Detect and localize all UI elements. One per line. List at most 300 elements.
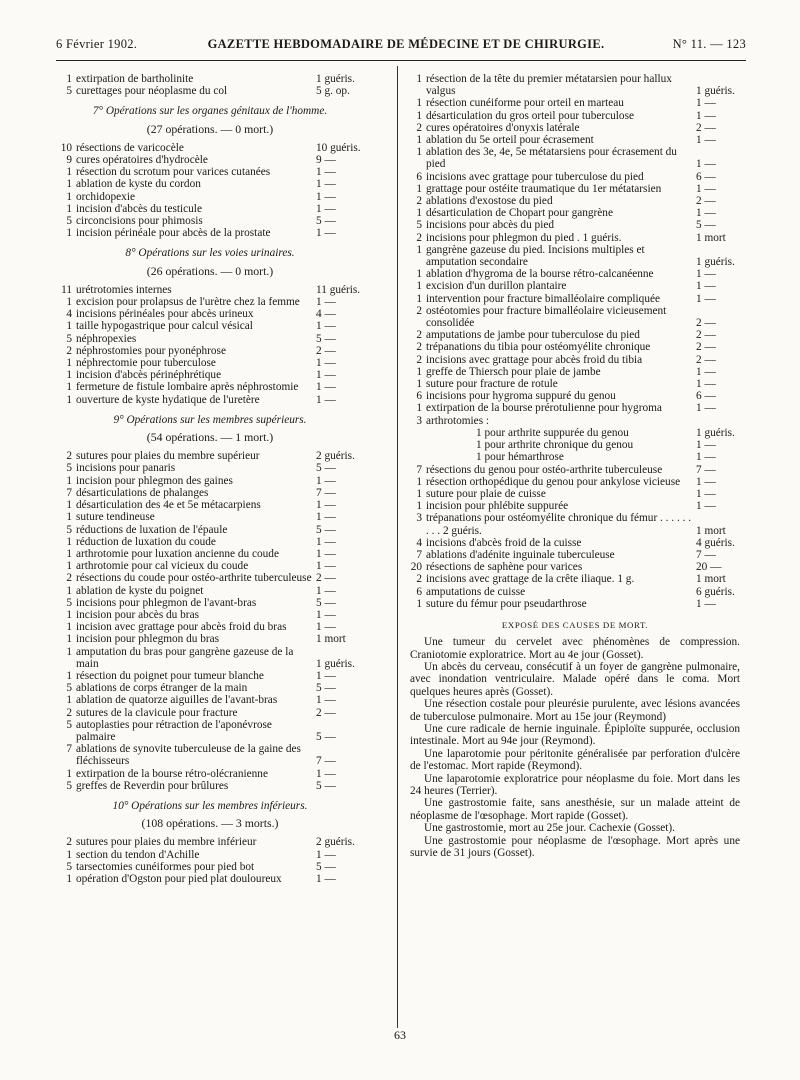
operation-entry bbox=[60, 381, 360, 393]
operation-result: 2 guéris. bbox=[316, 836, 355, 849]
operation-description: arthrotomie pour cal vicieux du coude bbox=[76, 560, 249, 573]
operation-entry bbox=[410, 573, 740, 585]
operation-count: 7 bbox=[66, 486, 72, 499]
operation-description: ablation de kyste du poignet bbox=[76, 584, 204, 597]
operation-entry bbox=[60, 284, 360, 296]
operation-count: 5 bbox=[66, 779, 72, 792]
operation-description: néphrostomies pour pyonéphrose bbox=[76, 344, 226, 357]
operation-result: 1 mort bbox=[696, 573, 726, 586]
operation-count: 1 bbox=[416, 73, 422, 85]
operation-result: 1 — bbox=[316, 535, 336, 548]
operation-result: 1 — bbox=[696, 365, 716, 378]
header-issue-number: N° 11. — 123 bbox=[672, 37, 746, 51]
operation-description: sutures pour plaies du membre supérieur bbox=[76, 450, 260, 463]
operation-entry bbox=[60, 548, 360, 560]
running-header bbox=[56, 37, 746, 55]
operation-result: 5 — bbox=[316, 596, 336, 609]
operation-count: 2 bbox=[66, 344, 72, 357]
operation-description: orchidopexie bbox=[76, 190, 135, 203]
operation-entry bbox=[60, 475, 360, 487]
operation-entry bbox=[60, 487, 360, 499]
operation-result: 1 — bbox=[316, 381, 336, 394]
operation-count: 5 bbox=[66, 682, 72, 695]
operation-description: incisions avec grattage pour abcès froid du tibia bbox=[426, 353, 643, 366]
operation-entry bbox=[410, 219, 740, 231]
operation-result: 1 — bbox=[316, 621, 336, 634]
operation-result: 20 — bbox=[696, 561, 722, 574]
death-cause-paragraph: Une tumeur du cervelet avec phénomènes de compression. Craniotomie exploratrice. Mort au 4e jour (Gosset). bbox=[410, 636, 740, 661]
operation-result: 2 — bbox=[696, 317, 716, 330]
operation-description: extirpation de la bourse rétro-olécranienne bbox=[76, 767, 268, 780]
operation-description: néphropexies bbox=[76, 332, 137, 345]
operation-description: incision périnéale pour abcès de la prostate bbox=[76, 227, 271, 240]
operation-count: 1 bbox=[66, 645, 72, 658]
operation-count: 7 bbox=[416, 463, 422, 476]
operation-entry bbox=[60, 780, 360, 792]
operation-description: incision avec grattage pour abcès froid du bras bbox=[76, 621, 287, 634]
operation-count: 2 bbox=[416, 121, 422, 134]
operation-result: 1 — bbox=[696, 280, 716, 293]
operation-count: 1 bbox=[66, 547, 72, 560]
operation-entry bbox=[410, 329, 740, 341]
operation-entry bbox=[60, 450, 360, 462]
operation-description: résection du scrotum pour varices cutanées bbox=[76, 166, 271, 179]
operation-result: 1 — bbox=[696, 487, 716, 500]
operation-count: 1 bbox=[66, 633, 72, 646]
operation-entry bbox=[60, 646, 360, 670]
operation-entry bbox=[60, 142, 360, 154]
operation-count: 1 bbox=[66, 535, 72, 548]
death-cause-paragraph: Une résection costale pour pleurésie purulente, avec lésions avancées de tuberculose pulmonaire. Mort au 15e jour (Reymond) bbox=[410, 698, 740, 723]
operation-entry bbox=[60, 320, 360, 332]
section-9-summary: (54 opérations. — 1 mort.) bbox=[146, 430, 274, 445]
operation-description: intervention pour fracture bimalléolaire compliquée bbox=[426, 292, 661, 305]
operation-result: 1 — bbox=[316, 227, 336, 240]
left-column bbox=[60, 73, 360, 885]
operation-result: 1 — bbox=[316, 560, 336, 573]
operation-count: 3 bbox=[416, 512, 422, 525]
operation-count: 5 bbox=[416, 219, 422, 232]
operation-description: incision d'abcès du testicule bbox=[76, 202, 202, 215]
operation-description: incision d'abcès périnéphrétique bbox=[76, 369, 222, 382]
operation-result: 1 — bbox=[316, 584, 336, 597]
column-divider bbox=[397, 66, 398, 1028]
operation-entry bbox=[410, 171, 740, 183]
operation-result: 4 guéris. bbox=[696, 536, 735, 549]
operation-count: 20 bbox=[410, 561, 422, 574]
operation-description: cures opératoires d'onyxis latérale bbox=[426, 121, 580, 134]
operation-result: 5 — bbox=[316, 860, 336, 873]
operation-result: 7 — bbox=[696, 463, 716, 476]
operation-count: 5 bbox=[66, 860, 72, 873]
operation-result: 1 — bbox=[316, 202, 336, 215]
section-10-summary: (108 opérations. — 3 morts.) bbox=[141, 816, 279, 831]
operation-result: 1 mort bbox=[696, 524, 726, 537]
operation-result: 1 — bbox=[316, 872, 336, 885]
operation-entry bbox=[60, 191, 360, 203]
operation-count: 2 bbox=[66, 572, 72, 585]
operation-entry bbox=[60, 694, 360, 706]
operation-result: 1 — bbox=[316, 608, 336, 621]
operation-result: 9 — bbox=[316, 154, 336, 167]
operation-count: 1 bbox=[416, 475, 422, 488]
header-rule bbox=[56, 60, 746, 61]
operation-result: 5 g. op. bbox=[316, 85, 350, 98]
operation-count: 1 bbox=[66, 393, 72, 406]
operation-entry bbox=[410, 537, 740, 549]
operation-entry bbox=[60, 462, 360, 474]
operation-description: ostéotomies pour fracture bimalléolaire vicieusement consolidée bbox=[426, 304, 667, 330]
section-10-list-left bbox=[60, 836, 360, 885]
operation-result: 2 — bbox=[316, 344, 336, 357]
operation-entry bbox=[410, 268, 740, 280]
operation-result: 1 — bbox=[316, 547, 336, 560]
operation-entry bbox=[60, 357, 360, 369]
operation-count: 1 bbox=[416, 268, 422, 281]
operation-result: 6 guéris. bbox=[696, 585, 735, 598]
operation-result: 1 — bbox=[316, 669, 336, 682]
operation-description: incision pour abcès du bras bbox=[76, 608, 199, 621]
operation-entry bbox=[60, 633, 360, 645]
operation-entry bbox=[60, 609, 360, 621]
operation-entry bbox=[60, 707, 360, 719]
operation-count: 2 bbox=[416, 573, 422, 586]
operation-result: 2 — bbox=[316, 706, 336, 719]
operation-count: 1 bbox=[66, 320, 72, 333]
operation-entry bbox=[410, 451, 740, 463]
operation-entry bbox=[60, 215, 360, 227]
operation-entry bbox=[410, 427, 740, 439]
operation-entry bbox=[410, 232, 740, 244]
operation-entry bbox=[410, 354, 740, 366]
operation-count: 1 bbox=[66, 767, 72, 780]
operation-result: 1 — bbox=[316, 499, 336, 512]
operation-result: 7 — bbox=[316, 755, 336, 768]
operation-result: 2 — bbox=[696, 353, 716, 366]
operation-count: 1 bbox=[66, 608, 72, 621]
operation-count: 7 bbox=[66, 743, 72, 756]
operation-result: 1 guéris. bbox=[696, 85, 735, 98]
operation-count: 1 bbox=[66, 511, 72, 524]
operation-entry bbox=[60, 560, 360, 572]
operation-description: taille hypogastrique pour calcul vésical bbox=[76, 320, 253, 333]
section-10-list-right bbox=[410, 73, 740, 610]
operation-result: 1 — bbox=[696, 268, 716, 281]
operation-result: 1 — bbox=[696, 134, 716, 147]
operation-result: 1 — bbox=[316, 190, 336, 203]
operation-count: 2 bbox=[416, 195, 422, 208]
operation-result: 2 — bbox=[696, 341, 716, 354]
operation-description: incision pour phlegmon des gaines bbox=[76, 474, 233, 487]
operation-description: réductions de luxation de l'épaule bbox=[76, 523, 228, 536]
operation-count: 1 bbox=[66, 178, 72, 191]
right-column bbox=[410, 73, 740, 859]
operation-count: 1 bbox=[416, 365, 422, 378]
operation-entry bbox=[60, 585, 360, 597]
operation-entry bbox=[60, 308, 360, 320]
operation-description: suture du fémur pour pseudarthrose bbox=[426, 597, 587, 610]
operation-result: 6 — bbox=[696, 390, 716, 403]
operation-description: circoncisions pour phimosis bbox=[76, 215, 203, 228]
operation-result: 1 — bbox=[316, 166, 336, 179]
operation-result: 2 guéris. bbox=[316, 450, 355, 463]
operation-result: 1 — bbox=[316, 178, 336, 191]
operation-count: 1 bbox=[416, 378, 422, 391]
operation-description: résections de saphène pour varices bbox=[426, 561, 583, 574]
operation-count: 1 bbox=[66, 694, 72, 707]
operation-count: 7 bbox=[416, 548, 422, 561]
operation-count: 2 bbox=[416, 329, 422, 342]
operation-description: incisions pour panaris bbox=[76, 462, 176, 475]
operation-result: 1 — bbox=[696, 451, 716, 464]
death-cause-paragraph: Une gastrostomie faite, sans anesthésie, sur un malade atteint de néoplasme de l'œsophage. Mort rapide (Gosset). bbox=[410, 797, 740, 822]
operation-description: suture pour plaie de cuisse bbox=[426, 487, 546, 500]
section-7-title: 7° Opérations sur les organes génitaux de l'homme. bbox=[92, 105, 328, 118]
operation-description: trépanations pour ostéomyélite chronique du fémur . . . . . . . . . 2 guéris. bbox=[426, 512, 692, 537]
operation-result: 1 mort bbox=[696, 231, 726, 244]
section-9-list bbox=[60, 450, 360, 792]
operation-description: sutures pour plaies du membre inférieur bbox=[76, 836, 257, 849]
operation-entry bbox=[410, 183, 740, 195]
operation-description: résections du genou pour ostéo-arthrite tuberculeuse bbox=[426, 463, 663, 476]
operation-entry bbox=[60, 524, 360, 536]
operation-entry bbox=[410, 134, 740, 146]
operation-description: 1 pour hémarthrose bbox=[476, 451, 564, 464]
operation-count: 11 bbox=[61, 283, 72, 296]
operation-description: résection orthopédique du genou pour ankylose vicieuse bbox=[426, 475, 681, 488]
operation-description: incisions d'abcès froid de la cuisse bbox=[426, 536, 582, 549]
operation-count: 5 bbox=[66, 85, 72, 98]
operation-description: amputations de cuisse bbox=[426, 585, 526, 598]
operation-result: 5 — bbox=[316, 779, 336, 792]
operation-count: 1 bbox=[66, 202, 72, 215]
operation-description: excision pour prolapsus de l'urètre chez la femme bbox=[76, 296, 300, 309]
operation-count: 1 bbox=[66, 872, 72, 885]
operation-description: ablation du 5e orteil pour écrasement bbox=[426, 134, 594, 147]
operation-entry bbox=[60, 670, 360, 682]
operation-entry bbox=[410, 110, 740, 122]
left-top-list bbox=[60, 73, 360, 97]
header-journal-title: GAZETTE HEBDOMADAIRE DE MÉDECINE ET DE CHIRURGIE. bbox=[207, 37, 605, 51]
death-cause-paragraph: Une cure radicale de hernie inguinale. Épiploïte suppurée, occlusion intestinale. Mort au 94e jour (Reymond). bbox=[410, 722, 740, 748]
operation-result: 10 guéris. bbox=[316, 141, 361, 154]
operation-entry bbox=[60, 873, 360, 885]
operation-count: 1 bbox=[416, 597, 422, 610]
operation-count: 5 bbox=[66, 215, 72, 228]
operation-entry bbox=[60, 768, 360, 780]
operation-entry bbox=[60, 621, 360, 633]
operation-result: 1 — bbox=[696, 182, 716, 195]
operation-count: 1 bbox=[66, 474, 72, 487]
operation-entry bbox=[410, 561, 740, 573]
operation-entry bbox=[410, 586, 740, 598]
operation-entry bbox=[410, 366, 740, 378]
operation-entry bbox=[60, 536, 360, 548]
operation-description: extirpation de la bourse prérotulienne pour hygroma bbox=[426, 402, 662, 415]
operation-result: 2 — bbox=[696, 195, 716, 208]
operation-description: greffe de Thiersch pour plaie de jambe bbox=[426, 365, 601, 378]
operation-result: 1 guéris. bbox=[316, 657, 355, 670]
operation-description: ablation d'hygroma de la bourse rétro-calcanéenne bbox=[426, 268, 654, 281]
operation-count: 4 bbox=[66, 308, 72, 321]
operation-result: 1 — bbox=[316, 357, 336, 370]
operation-count: 1 bbox=[66, 669, 72, 682]
operation-count: 1 bbox=[66, 499, 72, 512]
operation-description: excision d'un durillon plantaire bbox=[426, 280, 567, 293]
operation-count: 1 bbox=[66, 584, 72, 597]
operation-entry bbox=[60, 369, 360, 381]
operation-count: 1 bbox=[66, 190, 72, 203]
operation-count: 5 bbox=[66, 523, 72, 536]
operation-count: 2 bbox=[416, 353, 422, 366]
operation-count: 1 bbox=[66, 357, 72, 370]
operation-description: extirpation de bartholinite bbox=[76, 73, 194, 85]
operation-entry bbox=[60, 166, 360, 178]
operation-count: 2 bbox=[416, 341, 422, 354]
operation-count: 5 bbox=[66, 332, 72, 345]
operation-count: 6 bbox=[416, 390, 422, 403]
operation-description: opération d'Ogston pour pied plat douloureux bbox=[76, 872, 282, 885]
operation-entry bbox=[60, 849, 360, 861]
operation-result: 1 — bbox=[316, 511, 336, 524]
operation-entry bbox=[60, 719, 360, 743]
operation-count: 1 bbox=[66, 73, 72, 85]
death-cause-paragraph: Une laparotomie exploratrice pour néoplasme du foie. Mort dans les 24 heures (Terrier). bbox=[410, 772, 740, 798]
operation-count: 1 bbox=[416, 134, 422, 147]
operation-entry bbox=[60, 682, 360, 694]
section-7-list bbox=[60, 142, 360, 240]
operation-entry bbox=[410, 598, 740, 610]
operation-entry bbox=[410, 476, 740, 488]
operation-count: 1 bbox=[416, 207, 422, 220]
operation-result: 1 — bbox=[696, 378, 716, 391]
operation-result: 1 guéris. bbox=[316, 73, 355, 85]
operation-result: 5 — bbox=[316, 215, 336, 228]
operation-count: 1 bbox=[416, 109, 422, 122]
operation-count: 2 bbox=[416, 231, 422, 244]
operation-result: 5 — bbox=[316, 332, 336, 345]
operation-result: 2 — bbox=[696, 329, 716, 342]
header-date: 6 Février 1902. bbox=[56, 37, 138, 51]
operation-count: 1 bbox=[66, 560, 72, 573]
operation-count: 6 bbox=[416, 170, 422, 183]
operation-description: résection de la tête du premier métatarsien pour hallux valgus bbox=[426, 73, 672, 98]
operation-description: amputation du bras pour gangrène gazeuse de la main bbox=[76, 645, 294, 670]
operation-entry bbox=[60, 178, 360, 190]
operation-entry bbox=[410, 73, 740, 97]
death-cause-paragraph: Un abcès du cerveau, consécutif à un foyer de gangrène pulmonaire, avec inondation ventriculaire. Malade opéré dans le coma. Mort quelques heures après (Gosset). bbox=[410, 660, 740, 698]
operation-entry bbox=[60, 345, 360, 357]
operation-description: gangrène gazeuse du pied. Incisions multiples et amputation secondaire bbox=[426, 243, 645, 269]
operation-entry bbox=[410, 146, 740, 170]
operation-count: 1 bbox=[416, 97, 422, 110]
operation-description: désarticulation des 4e et 5e métacarpiens bbox=[76, 499, 261, 512]
operation-description: greffes de Reverdin pour brûlures bbox=[76, 779, 229, 792]
operation-count: 2 bbox=[66, 450, 72, 463]
operation-entry bbox=[410, 293, 740, 305]
operation-count: 1 bbox=[416, 402, 422, 415]
operation-description: amputations de jambe pour tuberculose du pied bbox=[426, 329, 640, 342]
operation-result: 1 — bbox=[696, 158, 716, 171]
causes-of-death-title: EXPOSÉ DES CAUSES DE MORT. bbox=[501, 619, 649, 630]
operation-description: désarticulation du gros orteil pour tuberculose bbox=[426, 109, 634, 122]
operation-count: 5 bbox=[66, 596, 72, 609]
operation-description: arthrotomie pour luxation ancienne du coude bbox=[76, 547, 279, 560]
operation-entry bbox=[60, 333, 360, 345]
operation-count: 3 bbox=[416, 414, 422, 427]
operation-result: 1 — bbox=[696, 402, 716, 415]
operation-result: 1 guéris. bbox=[696, 256, 735, 269]
operation-result: 1 — bbox=[316, 393, 336, 406]
operation-entry bbox=[60, 572, 360, 584]
operation-result: 7 — bbox=[696, 548, 716, 561]
operation-result: 6 — bbox=[696, 170, 716, 183]
operation-result: 1 — bbox=[696, 207, 716, 220]
operation-result: 1 — bbox=[316, 848, 336, 861]
causes-of-death-text bbox=[410, 636, 740, 859]
operation-count: 2 bbox=[66, 706, 72, 719]
operation-description: fermeture de fistule lombaire après néphrostomie bbox=[76, 381, 299, 394]
operation-count: 1 bbox=[66, 296, 72, 309]
operation-result: 1 — bbox=[316, 320, 336, 333]
operation-result: 2 — bbox=[696, 121, 716, 134]
page-number: 63 bbox=[394, 1028, 406, 1042]
death-cause-paragraph: Une gastrostomie, mort au 25e jour. Cachexie (Gosset). bbox=[424, 822, 675, 835]
operation-description: incisions avec grattage de la crête iliaque. 1 g. bbox=[426, 573, 635, 586]
death-cause-paragraph: Une gastrostomie pour néoplasme de l'œsophage. Mort après une survie de 31 jours (Gosset). bbox=[410, 834, 740, 860]
operation-description: trépanations du tibia pour ostéomyélite chronique bbox=[426, 341, 651, 354]
operation-entry bbox=[60, 394, 360, 406]
operation-description: ablation de quatorze aiguilles de l'avant-bras bbox=[76, 694, 278, 707]
operation-count: 5 bbox=[66, 462, 72, 475]
operation-description: incision pour phlébite suppurée bbox=[426, 500, 569, 513]
operation-entry bbox=[60, 511, 360, 523]
operation-description: incisions pour abcès du pied bbox=[426, 219, 555, 232]
operation-entry bbox=[60, 203, 360, 215]
operation-entry bbox=[410, 195, 740, 207]
operation-result: 5 — bbox=[316, 730, 336, 743]
operation-count: 1 bbox=[66, 227, 72, 240]
operation-description: incisions pour hygroma suppuré du genou bbox=[426, 390, 616, 403]
operation-description: arthrotomies : bbox=[426, 414, 490, 427]
operation-entry bbox=[410, 464, 740, 476]
operation-count: 2 bbox=[66, 836, 72, 849]
operation-description: urétrotomies internes bbox=[76, 283, 172, 296]
operation-result: 1 — bbox=[316, 767, 336, 780]
operation-entry bbox=[60, 85, 360, 97]
operation-entry bbox=[410, 122, 740, 134]
section-8-title: 8° Opérations sur les voies urinaires. bbox=[125, 247, 295, 260]
operation-description: autoplasties pour rétraction de l'aponévrose palmaire bbox=[76, 718, 272, 743]
operation-description: suture tendineuse bbox=[76, 511, 155, 524]
operation-entry bbox=[60, 836, 360, 848]
operation-entry bbox=[60, 227, 360, 239]
operation-count: 1 bbox=[416, 243, 422, 256]
operation-result: 1 — bbox=[696, 500, 716, 513]
operation-count: 1 bbox=[416, 292, 422, 305]
operation-description: 1 pour arthrite chronique du genou bbox=[476, 439, 634, 452]
operation-count: 1 bbox=[416, 487, 422, 500]
operation-count: 2 bbox=[416, 304, 422, 317]
operation-result: 1 — bbox=[696, 109, 716, 122]
operation-result: 1 — bbox=[316, 369, 336, 382]
operation-description: ablations de synovite tuberculeuse de la gaine des fléchisseurs bbox=[76, 743, 301, 768]
operation-entry bbox=[410, 207, 740, 219]
operation-description: incision pour phlegmon du bras bbox=[76, 633, 220, 646]
operation-description: résection du poignet pour tumeur blanche bbox=[76, 669, 264, 682]
operation-entry bbox=[60, 499, 360, 511]
operation-result: 5 — bbox=[696, 219, 716, 232]
